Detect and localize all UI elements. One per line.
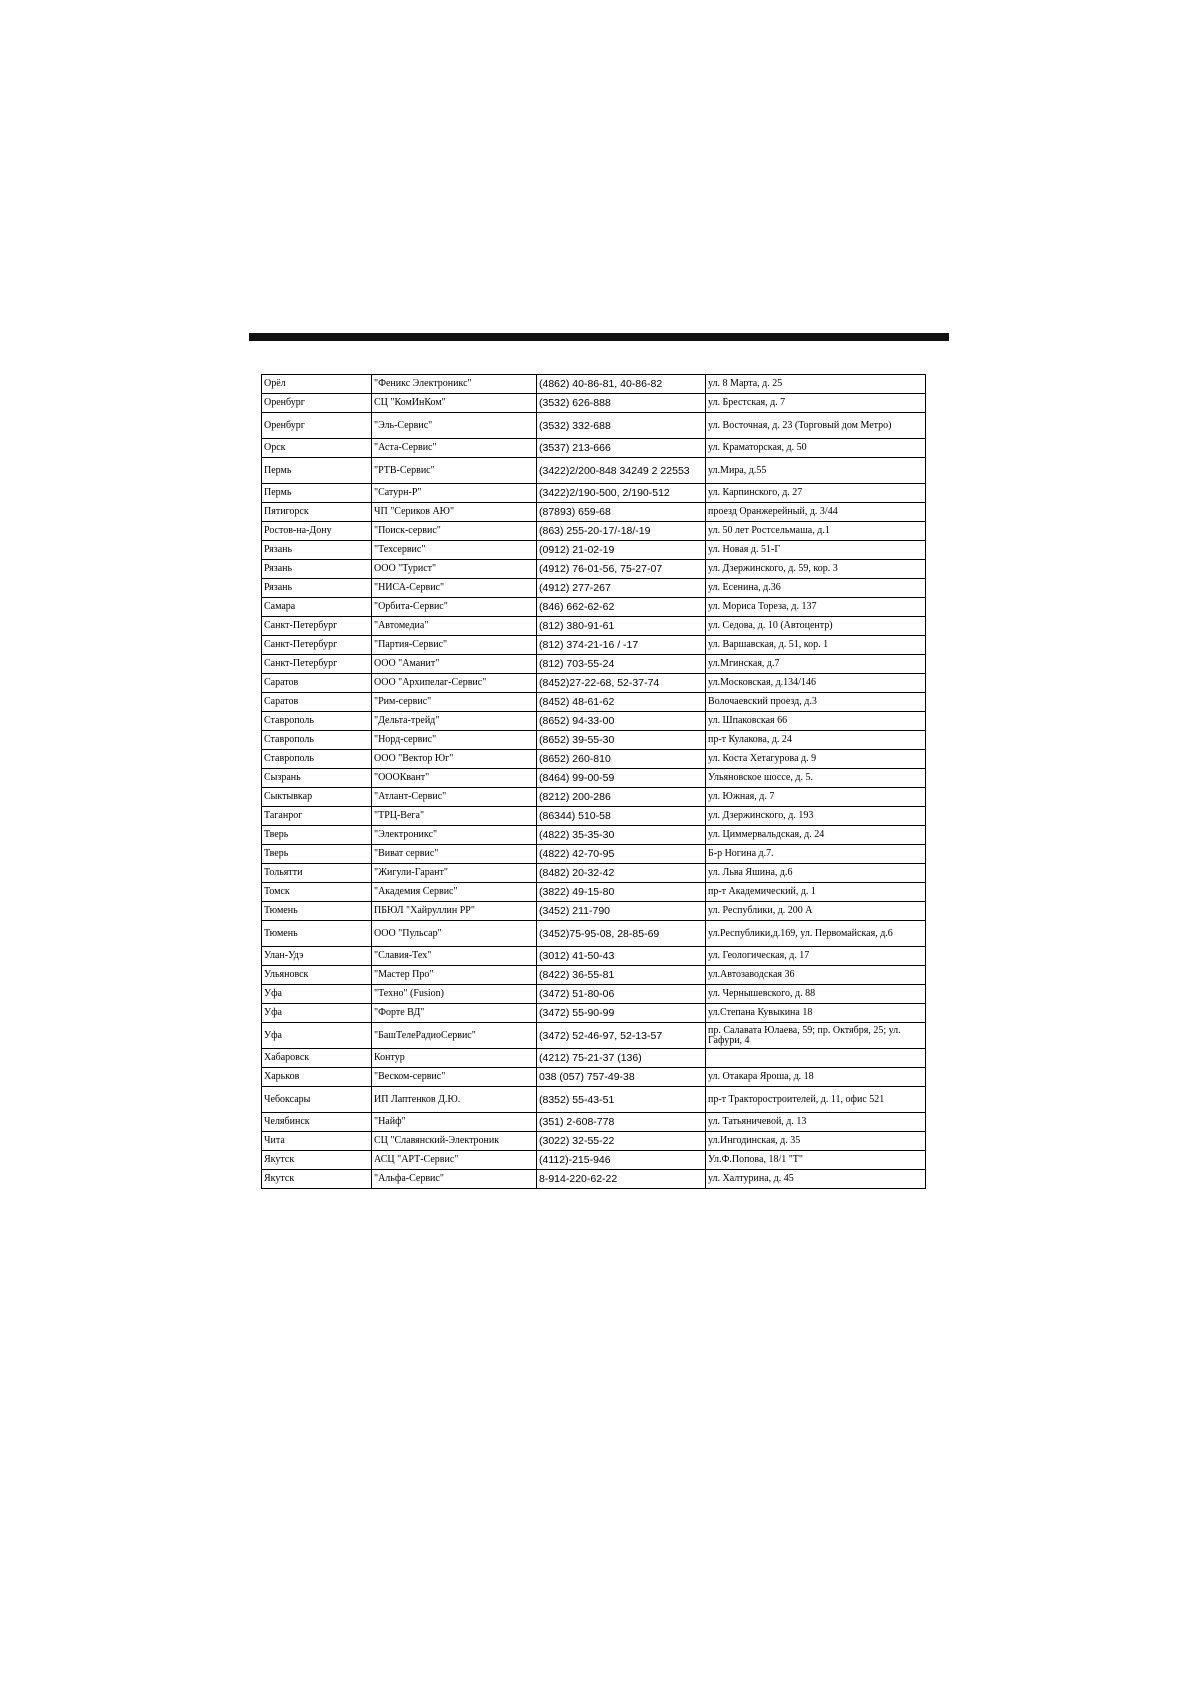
- table-row: [262, 883, 926, 902]
- table-row: [262, 503, 926, 522]
- name-cell: "Мастер Про": [372, 966, 537, 985]
- phone-cell: (3472) 52-46-97, 52-13-57: [537, 1023, 706, 1049]
- name-cell: "ТРЦ-Вега": [372, 807, 537, 826]
- city-cell: Пермь: [262, 484, 372, 503]
- city-cell: Тверь: [262, 826, 372, 845]
- city-cell: Рязань: [262, 579, 372, 598]
- address-cell: ул. Восточная, д. 23 (Торговый дом Метро): [706, 413, 926, 439]
- name-cell: "ОООКвант": [372, 769, 537, 788]
- address-cell: проезд Оранжерейный, д. 3/44: [706, 503, 926, 522]
- name-cell: "Рим-сервис": [372, 693, 537, 712]
- table-row: [262, 769, 926, 788]
- address-cell: ул. Дзержинского, д. 59, кор. 3: [706, 560, 926, 579]
- table-row: [262, 1087, 926, 1113]
- address-cell: ул.Московская, д.134/146: [706, 674, 926, 693]
- name-cell: "Норд-сервис": [372, 731, 537, 750]
- name-cell: ООО "Аманит": [372, 655, 537, 674]
- name-cell: "Эль-Сервис": [372, 413, 537, 439]
- city-cell: Санкт-Петербург: [262, 655, 372, 674]
- table-row: [262, 522, 926, 541]
- phone-cell: (4212) 75-21-37 (136): [537, 1049, 706, 1068]
- city-cell: Самара: [262, 598, 372, 617]
- name-cell: "Дельта-трейд": [372, 712, 537, 731]
- phone-cell: (3012) 41-50-43: [537, 947, 706, 966]
- name-cell: ООО "Пульсар": [372, 921, 537, 947]
- name-cell: "Орбита-Сервис": [372, 598, 537, 617]
- address-cell: Ульяновское шоссе, д. 5.: [706, 769, 926, 788]
- name-cell: "РТВ-Сервис": [372, 458, 537, 484]
- city-cell: Санкт-Петербург: [262, 617, 372, 636]
- phone-cell: (812) 374-21-16 / -17: [537, 636, 706, 655]
- table-row: [262, 693, 926, 712]
- city-cell: Чебоксары: [262, 1087, 372, 1113]
- table-row: [262, 484, 926, 503]
- phone-cell: (8652) 94-33-00: [537, 712, 706, 731]
- address-cell: ул. Дзержинского, д. 193: [706, 807, 926, 826]
- name-cell: "Найф": [372, 1113, 537, 1132]
- table-row: [262, 826, 926, 845]
- address-cell: ул. 50 лет Ростсельмаша, д.1: [706, 522, 926, 541]
- city-cell: Ульяновск: [262, 966, 372, 985]
- name-cell: "Феникс Электроникс": [372, 375, 537, 394]
- city-cell: Пятигорск: [262, 503, 372, 522]
- table-row: [262, 579, 926, 598]
- phone-cell: (4822) 35-35-30: [537, 826, 706, 845]
- phone-cell: (4822) 42-70-95: [537, 845, 706, 864]
- table-row: [262, 845, 926, 864]
- name-cell: "Поиск-сервис": [372, 522, 537, 541]
- name-cell: "Веском-сервис": [372, 1068, 537, 1087]
- address-cell: ул. Отакара Яроша, д. 18: [706, 1068, 926, 1087]
- city-cell: Ставрополь: [262, 712, 372, 731]
- table-row: [262, 1132, 926, 1151]
- phone-cell: (812) 380-91-61: [537, 617, 706, 636]
- city-cell: Уфа: [262, 1004, 372, 1023]
- phone-cell: (8482) 20-32-42: [537, 864, 706, 883]
- address-cell: ул. Шпаковская 66: [706, 712, 926, 731]
- city-cell: Ставрополь: [262, 750, 372, 769]
- table-row: [262, 375, 926, 394]
- city-cell: Тольятти: [262, 864, 372, 883]
- city-cell: Рязань: [262, 560, 372, 579]
- table-row: [262, 560, 926, 579]
- name-cell: "Жигули-Гарант": [372, 864, 537, 883]
- table-row: [262, 966, 926, 985]
- name-cell: "НИСА-Сервис": [372, 579, 537, 598]
- city-cell: Ростов-на-Дону: [262, 522, 372, 541]
- name-cell: "Сатурн-Р": [372, 484, 537, 503]
- city-cell: Орск: [262, 439, 372, 458]
- phone-cell: (3532) 332-688: [537, 413, 706, 439]
- phone-cell: (3422)2/200-848 34249 2 22553: [537, 458, 706, 484]
- address-cell: ул. Есенина, д.36: [706, 579, 926, 598]
- table-row: [262, 674, 926, 693]
- city-cell: Рязань: [262, 541, 372, 560]
- city-cell: Тюмень: [262, 902, 372, 921]
- address-cell: ул.Мира, д.55: [706, 458, 926, 484]
- table-row: [262, 1023, 926, 1049]
- city-cell: Оренбург: [262, 413, 372, 439]
- table-row: [262, 1151, 926, 1170]
- address-cell: ул. Варшавская, д. 51, кор. 1: [706, 636, 926, 655]
- address-cell: Волочаевский проезд, д.3: [706, 693, 926, 712]
- address-cell: ул.Степана Кувыкина 18: [706, 1004, 926, 1023]
- address-cell: ул. Коста Хетагурова д. 9: [706, 750, 926, 769]
- address-cell: ул. Циммервальдская, д. 24: [706, 826, 926, 845]
- table-row: [262, 902, 926, 921]
- name-cell: ООО "Турист": [372, 560, 537, 579]
- address-cell: пр-т Академический, д. 1: [706, 883, 926, 902]
- phone-cell: (3472) 51-80-06: [537, 985, 706, 1004]
- city-cell: Тюмень: [262, 921, 372, 947]
- name-cell: ЧП "Сериков АЮ": [372, 503, 537, 522]
- phone-cell: (8464) 99-00-59: [537, 769, 706, 788]
- phone-cell: (8452)27-22-68, 52-37-74: [537, 674, 706, 693]
- name-cell: "Форте ВД": [372, 1004, 537, 1023]
- name-cell: "Славия-Тех": [372, 947, 537, 966]
- phone-cell: (3472) 55-90-99: [537, 1004, 706, 1023]
- table-row: [262, 636, 926, 655]
- table-row: [262, 712, 926, 731]
- address-cell: ул. Чернышевского, д. 88: [706, 985, 926, 1004]
- city-cell: Уфа: [262, 1023, 372, 1049]
- address-cell: ул. Геологическая, д. 17: [706, 947, 926, 966]
- address-cell: ул. Седова, д. 10 (Автоцентр): [706, 617, 926, 636]
- table-row: [262, 1170, 926, 1189]
- phone-cell: (3452) 211-790: [537, 902, 706, 921]
- address-cell: ул. Краматорская, д. 50: [706, 439, 926, 458]
- name-cell: "БашТелеРадиоСервис": [372, 1023, 537, 1049]
- phone-cell: (3022) 32-55-22: [537, 1132, 706, 1151]
- name-cell: СЦ "Славянский-Электроник: [372, 1132, 537, 1151]
- phone-cell: (87893) 659-68: [537, 503, 706, 522]
- table-row: [262, 807, 926, 826]
- city-cell: Якутск: [262, 1151, 372, 1170]
- phone-cell: 8-914-220-62-22: [537, 1170, 706, 1189]
- address-cell: ул. Льва Яшина, д.6: [706, 864, 926, 883]
- name-cell: "Атлант-Сервис": [372, 788, 537, 807]
- phone-cell: (4112)-215-946: [537, 1151, 706, 1170]
- city-cell: Сыктывкар: [262, 788, 372, 807]
- city-cell: Оренбург: [262, 394, 372, 413]
- phone-cell: (863) 255-20-17/-18/-19: [537, 522, 706, 541]
- name-cell: "Аста-Сервис": [372, 439, 537, 458]
- name-cell: ООО "Архипелаг-Сервис": [372, 674, 537, 693]
- name-cell: Контур: [372, 1049, 537, 1068]
- table-row: [262, 1004, 926, 1023]
- name-cell: ПБЮЛ "Хайруллин РР": [372, 902, 537, 921]
- table-row: [262, 1113, 926, 1132]
- address-cell: ул.Республики,д.169, ул. Первомайская, д.6: [706, 921, 926, 947]
- address-cell: ул.Ингодинская, д. 35: [706, 1132, 926, 1151]
- phone-cell: 038 (057) 757-49-38: [537, 1068, 706, 1087]
- city-cell: Чита: [262, 1132, 372, 1151]
- name-cell: "Техсервис": [372, 541, 537, 560]
- city-cell: Тверь: [262, 845, 372, 864]
- address-cell: Б-р Ногина д.7.: [706, 845, 926, 864]
- phone-cell: (3422)2/190-500, 2/190-512: [537, 484, 706, 503]
- phone-cell: (4912) 76-01-56, 75-27-07: [537, 560, 706, 579]
- address-cell: ул. Южная, д. 7: [706, 788, 926, 807]
- name-cell: "Автомедиа": [372, 617, 537, 636]
- name-cell: "Виват сервис": [372, 845, 537, 864]
- city-cell: Уфа: [262, 985, 372, 1004]
- table-row: [262, 921, 926, 947]
- table-row: [262, 864, 926, 883]
- table-row: [262, 439, 926, 458]
- phone-cell: (8352) 55-43-51: [537, 1087, 706, 1113]
- address-cell: [706, 1049, 926, 1068]
- address-cell: ул. Татьяничевой, д. 13: [706, 1113, 926, 1132]
- phone-cell: (8422) 36-55-81: [537, 966, 706, 985]
- city-cell: Томск: [262, 883, 372, 902]
- phone-cell: (86344) 510-58: [537, 807, 706, 826]
- address-cell: ул. Новая д. 51-Г: [706, 541, 926, 560]
- city-cell: Челябинск: [262, 1113, 372, 1132]
- phone-cell: (8452) 48-61-62: [537, 693, 706, 712]
- name-cell: "Партия-Сервис": [372, 636, 537, 655]
- city-cell: Пермь: [262, 458, 372, 484]
- city-cell: Таганрог: [262, 807, 372, 826]
- name-cell: "Электроникс": [372, 826, 537, 845]
- city-cell: Орёл: [262, 375, 372, 394]
- name-cell: ИП Лаптенков Д.Ю.: [372, 1087, 537, 1113]
- table-row: [262, 985, 926, 1004]
- table-row: [262, 1049, 926, 1068]
- table-row: [262, 788, 926, 807]
- table-row: [262, 655, 926, 674]
- phone-cell: (351) 2-608-778: [537, 1113, 706, 1132]
- phone-cell: (812) 703-55-24: [537, 655, 706, 674]
- city-cell: Улан-Удэ: [262, 947, 372, 966]
- table-row: [262, 458, 926, 484]
- phone-cell: (3537) 213-666: [537, 439, 706, 458]
- address-cell: ул. Карпинского, д. 27: [706, 484, 926, 503]
- name-cell: ООО "Вектор Юг": [372, 750, 537, 769]
- address-cell: ул. Халтурина, д. 45: [706, 1170, 926, 1189]
- table-body: [262, 375, 926, 1189]
- table-row: [262, 617, 926, 636]
- address-cell: ул.Автозаводская 36: [706, 966, 926, 985]
- table-row: [262, 541, 926, 560]
- phone-cell: (3452)75-95-08, 28-85-69: [537, 921, 706, 947]
- name-cell: АСЦ "АРТ-Сервис": [372, 1151, 537, 1170]
- phone-cell: (4862) 40-86-81, 40-86-82: [537, 375, 706, 394]
- phone-cell: (0912) 21-02-19: [537, 541, 706, 560]
- phone-cell: (3822) 49-15-80: [537, 883, 706, 902]
- phone-cell: (846) 662-62-62: [537, 598, 706, 617]
- name-cell: "Академия Сервис": [372, 883, 537, 902]
- address-cell: ул. Мориса Тореза, д. 137: [706, 598, 926, 617]
- table-row: [262, 750, 926, 769]
- city-cell: Санкт-Петербург: [262, 636, 372, 655]
- address-cell: Ул.Ф.Попова, 18/1 "Т": [706, 1151, 926, 1170]
- table-row: [262, 1068, 926, 1087]
- service-centers-table: [261, 374, 926, 1189]
- phone-cell: (4912) 277-267: [537, 579, 706, 598]
- city-cell: Сызрань: [262, 769, 372, 788]
- phone-cell: (8652) 260-810: [537, 750, 706, 769]
- city-cell: Хабаровск: [262, 1049, 372, 1068]
- table-row: [262, 598, 926, 617]
- phone-cell: (8652) 39-55-30: [537, 731, 706, 750]
- address-cell: пр-т Кулакова, д. 24: [706, 731, 926, 750]
- phone-cell: (3532) 626-888: [537, 394, 706, 413]
- address-cell: пр. Салавата Юлаева, 59; пр. Октября, 25; ул. Гафури, 4: [706, 1023, 926, 1049]
- name-cell: СЦ "КомИнКом": [372, 394, 537, 413]
- table-row: [262, 731, 926, 750]
- address-cell: ул. Республики, д. 200 А: [706, 902, 926, 921]
- address-cell: пр-т Тракторостроителей, д. 11, офис 521: [706, 1087, 926, 1113]
- header-rule: [249, 333, 949, 341]
- city-cell: Ставрополь: [262, 731, 372, 750]
- phone-cell: (8212) 200-286: [537, 788, 706, 807]
- address-cell: ул.Мгинская, д.7: [706, 655, 926, 674]
- address-cell: ул. Брестская, д. 7: [706, 394, 926, 413]
- name-cell: "Альфа-Сервис": [372, 1170, 537, 1189]
- city-cell: Саратов: [262, 674, 372, 693]
- city-cell: Саратов: [262, 693, 372, 712]
- city-cell: Харьков: [262, 1068, 372, 1087]
- name-cell: "Техно" (Fusion): [372, 985, 537, 1004]
- address-cell: ул. 8 Марта, д. 25: [706, 375, 926, 394]
- table-row: [262, 947, 926, 966]
- table-row: [262, 394, 926, 413]
- table-row: [262, 413, 926, 439]
- city-cell: Якутск: [262, 1170, 372, 1189]
